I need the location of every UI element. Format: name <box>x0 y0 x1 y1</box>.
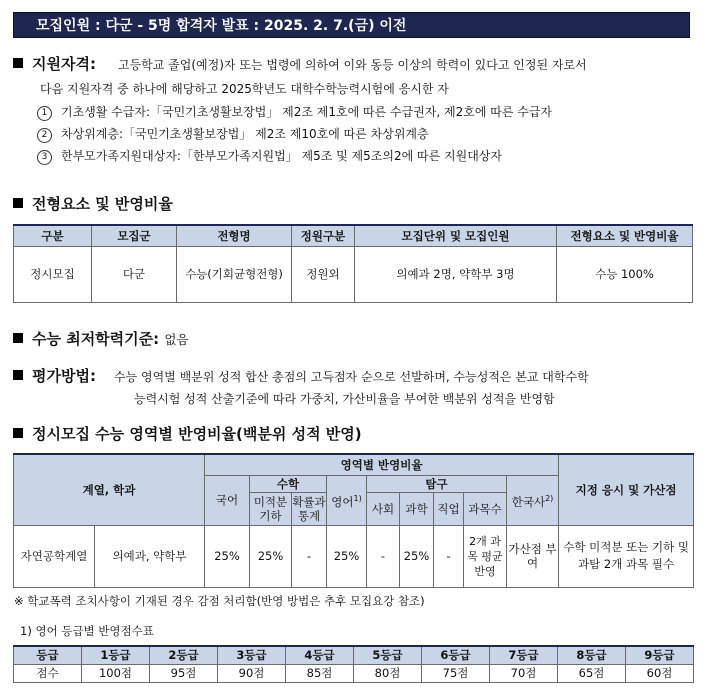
qualification-item-1 <box>37 103 552 121</box>
english-grade: 8등급 <box>558 646 626 664</box>
minimum-section <box>13 329 189 350</box>
english-grade: 6등급 <box>422 646 490 664</box>
qualification-item-text: 기초생활 수급자:「국민기초생활보장법」 제2조 제1호에 따른 수급권자, 제2호에 따른 수급자 <box>61 105 553 119</box>
ratio-cell-bonus: 수학 미적분 또는 기하 및 과탐 2개 과목 필수 <box>559 525 694 587</box>
english-table-title: 1) 영어 등급별 반영점수표 <box>20 624 154 638</box>
bullet-square-icon <box>13 428 23 438</box>
english-score: 95점 <box>150 664 218 682</box>
header-subjects: 과목수 <box>464 492 507 525</box>
bullet-square-icon <box>13 370 23 380</box>
english-grade: 9등급 <box>626 646 694 664</box>
ratio-table <box>13 453 694 588</box>
qualification-item-2 <box>37 125 429 143</box>
qualification-line-1: 고등학교 졸업(예정)자 또는 법령에 의하여 이와 동등 이상의 학력이 있다고 인정된 자로서 <box>118 58 587 72</box>
header-english <box>327 475 367 525</box>
header-history <box>507 475 559 525</box>
header-math-calculus: 미적분 기하 <box>250 492 292 525</box>
english-grade: 2등급 <box>150 646 218 664</box>
qualification-section-title <box>13 54 96 74</box>
ratio-cell-vocation: - <box>434 525 464 587</box>
english-score: 85점 <box>286 664 354 682</box>
evaluation-line-2: 능력시험 성적 산출기준에 따라 가중치, 가산비율을 부여한 백분위 성적을 반영함 <box>134 392 555 406</box>
english-grade-header: 등급 <box>14 646 82 664</box>
minimum-value: 없음 <box>164 332 189 347</box>
selection-cell: 의예과 2명, 약학부 3명 <box>355 246 557 302</box>
english-grade: 1등급 <box>82 646 150 664</box>
ratio-cell-science: 25% <box>400 525 434 587</box>
qualification-line-2: 다음 지원자격 중 하나에 해당하고 2025학년도 대학수학능력시험에 응시한 자 <box>40 82 449 96</box>
selection-cell: 다군 <box>92 246 177 302</box>
selection-cell: 정원외 <box>292 246 355 302</box>
header-social: 사회 <box>367 492 400 525</box>
header-history-sup: 2) <box>545 493 554 503</box>
ratio-cell-korean: 25% <box>205 525 250 587</box>
header-track: 계열, 학과 <box>14 454 205 525</box>
evaluation-line-1: 수능 영역별 백분위 성적 합산 총점의 고득점자 순으로 선발하며, 수능성적은 본교 대학수학 <box>114 370 589 384</box>
bullet-square-icon <box>13 333 23 343</box>
ratio-section-title <box>13 424 362 444</box>
english-score: 75점 <box>422 664 490 682</box>
selection-table <box>13 224 693 303</box>
english-score: 100점 <box>82 664 150 682</box>
header-history-label: 한국사 <box>511 494 546 509</box>
bullet-square-icon <box>13 198 23 208</box>
circled-number-icon: 2 <box>37 128 52 143</box>
header-korean: 국어 <box>205 475 250 525</box>
ratio-cell-math-probability: - <box>292 525 327 587</box>
selection-cell: 수능 100% <box>557 246 693 302</box>
selection-header-cell: 구분 <box>14 225 92 246</box>
ratio-cell-english: 25% <box>327 525 367 587</box>
circled-number-icon: 3 <box>37 150 52 165</box>
selection-section-title <box>13 194 173 214</box>
header-english-label: 영어 <box>331 494 354 509</box>
selection-header-cell: 모집단위 및 모집인원 <box>355 225 557 246</box>
english-score-header: 점수 <box>14 664 82 682</box>
english-score: 80점 <box>354 664 422 682</box>
school-violence-note: ※ 학교폭력 조치사항이 기재된 경우 감점 처리함(반영 방법은 추후 모집요강 참조) <box>14 594 425 608</box>
header-math: 수학 <box>250 475 327 492</box>
header-inquiry: 탐구 <box>367 475 507 492</box>
qualification-title: 지원자격: <box>32 55 96 73</box>
english-score: 70점 <box>490 664 558 682</box>
english-score: 65점 <box>558 664 626 682</box>
ratio-cell-subjects: 2개 과목 평균 반영 <box>464 525 507 587</box>
selection-cell: 정시모집 <box>14 246 92 302</box>
header-science: 과학 <box>400 492 434 525</box>
bullet-square-icon <box>13 58 23 68</box>
minimum-title: 수능 최저학력기준: <box>32 330 160 348</box>
english-grade: 4등급 <box>286 646 354 664</box>
qualification-item-3 <box>37 147 502 165</box>
selection-header-cell: 전형요소 및 반영비율 <box>557 225 693 246</box>
selection-header-cell: 모집군 <box>92 225 177 246</box>
qualification-item-text: 차상위계층:「국민기초생활보장법」 제2조 제10호에 따른 차상위계층 <box>61 127 429 141</box>
qualification-item-text: 한부모가족지원대상자:「한부모가족지원법」 제5조 및 제5조의2에 따른 지원대상자 <box>61 149 502 163</box>
selection-cell: 수능(기회균형전형) <box>177 246 292 302</box>
selection-header-cell: 정원구분 <box>292 225 355 246</box>
english-grade: 5등급 <box>354 646 422 664</box>
recruitment-banner: 모집인원 : 다군 - 5명 합격자 발표 : 2025. 2. 7.(금) 이전 <box>13 12 690 38</box>
english-grade: 3등급 <box>218 646 286 664</box>
header-math-probability: 확률과 통계 <box>292 492 327 525</box>
selection-header-cell: 전형명 <box>177 225 292 246</box>
evaluation-title: 평가방법: <box>32 367 96 385</box>
english-grade: 7등급 <box>490 646 558 664</box>
ratio-cell-math-calculus: 25% <box>250 525 292 587</box>
ratio-cell-dept: 의예과, 약학부 <box>95 525 205 587</box>
header-area: 영역별 반영비율 <box>205 454 559 475</box>
circled-number-icon: 1 <box>37 106 52 121</box>
evaluation-section-title <box>13 366 96 386</box>
header-bonus: 지정 응시 및 가산점 <box>559 454 694 525</box>
header-vocation: 직업 <box>434 492 464 525</box>
english-score: 60점 <box>626 664 694 682</box>
ratio-cell-social: - <box>367 525 400 587</box>
ratio-cell-track: 자연공학계열 <box>14 525 95 587</box>
english-score: 90점 <box>218 664 286 682</box>
ratio-cell-history: 가산점 부여 <box>507 525 559 587</box>
english-grade-table <box>13 645 694 683</box>
header-english-sup: 1) <box>353 493 362 503</box>
ratio-title: 정시모집 수능 영역별 반영비율(백분위 성적 반영) <box>32 425 362 443</box>
selection-title: 전형요소 및 반영비율 <box>32 195 173 213</box>
